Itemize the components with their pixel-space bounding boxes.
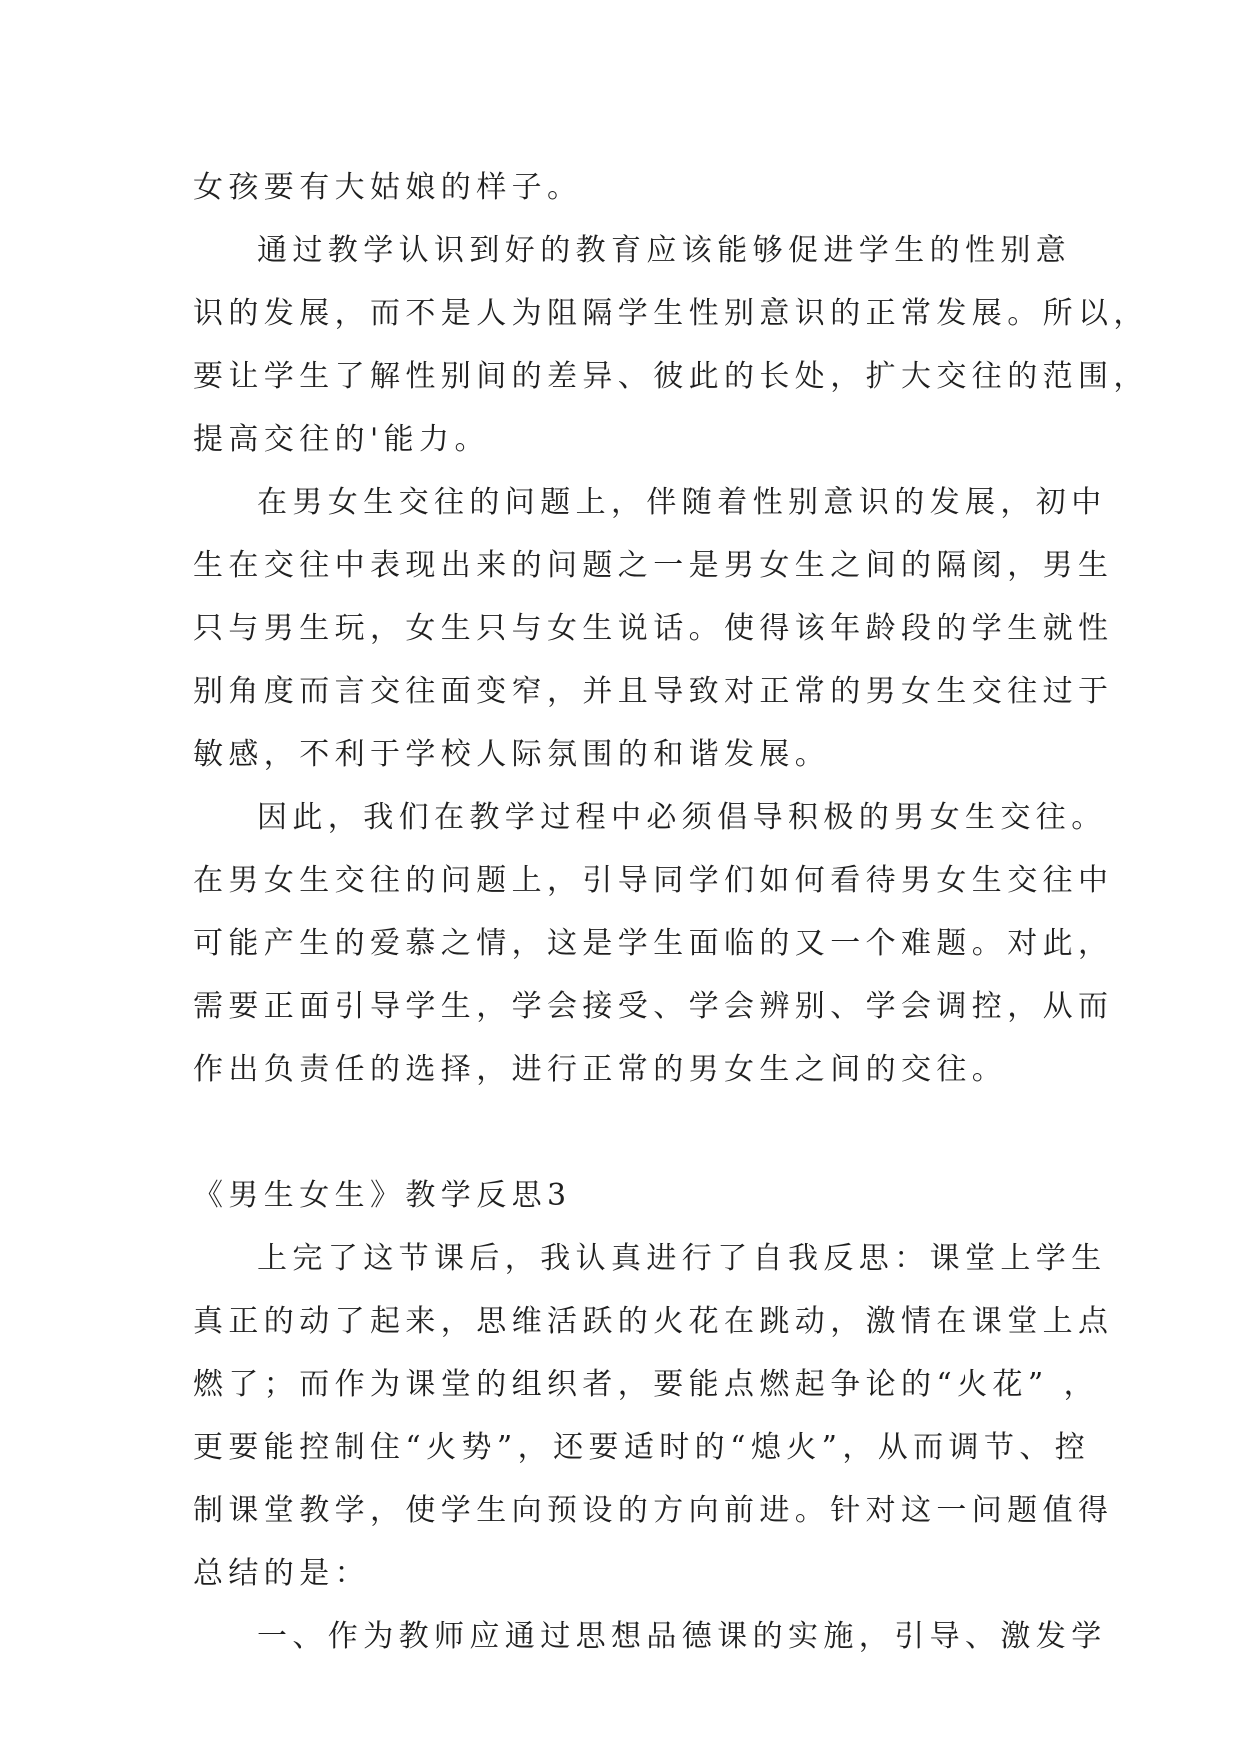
text-line: 需要正面引导学生，学会接受、学会辨别、学会调控，从而 [193, 989, 1114, 1024]
text-line: 只与男生玩，女生只与女生说话。使得该年龄段的学生就性 [193, 611, 1114, 646]
text-line: 燃了；而作为课堂的组织者，要能点燃起争论的“火花” ， [193, 1367, 1100, 1402]
document-body [193, 156, 1149, 1668]
text-line: 可能产生的爱慕之情，这是学生面临的又一个难题。对此， [193, 926, 1114, 961]
text-line: 要让学生了解性别间的差异、彼此的长处，扩大交往的范围， [193, 359, 1149, 394]
text-line: 因此，我们在教学过程中必须倡导积极的男女生交往。 [257, 800, 1107, 835]
text-line: 女孩要有大姑娘的样子。 [193, 170, 583, 205]
paragraph [193, 1605, 1107, 1668]
text-line: 制课堂教学，使学生向预设的方向前进。针对这一问题值得 [193, 1493, 1114, 1528]
text-line: 在男女生交往的问题上，伴随着性别意识的发展，初中 [257, 485, 1107, 520]
paragraph [193, 1227, 1114, 1605]
text-line: 别角度而言交往面变窄，并且导致对正常的男女生交往过于 [193, 674, 1114, 709]
text-line: 作出负责任的选择，进行正常的男女生之间的交往。 [193, 1052, 1008, 1087]
paragraph-gap [193, 1101, 1053, 1164]
paragraph [193, 156, 1053, 219]
paragraph [193, 219, 1149, 471]
text-line: 总结的是： [193, 1556, 370, 1591]
text-line: 通过教学认识到好的教育应该能够促进学生的性别意 [257, 233, 1072, 268]
paragraph [193, 786, 1114, 1101]
text-line: 一、作为教师应通过思想品德课的实施，引导、激发学 [257, 1619, 1107, 1654]
text-line: 敏感，不利于学校人际氛围的和谐发展。 [193, 737, 831, 772]
text-line: 识的发展，而不是人为阻隔学生性别意识的正常发展。所以， [193, 296, 1149, 331]
text-line: 真正的动了起来，思维活跃的火花在跳动，激情在课堂上点 [193, 1304, 1114, 1339]
section-title: 《男生女生》教学反思3 [193, 1178, 572, 1213]
text-line: 生在交往中表现出来的问题之一是男女生之间的隔阂，男生 [193, 548, 1114, 583]
text-line: 提高交往的'能力。 [193, 422, 490, 457]
paragraph [193, 471, 1114, 786]
text-line: 上完了这节课后，我认真进行了自我反思：课堂上学生 [257, 1241, 1107, 1276]
text-line: 在男女生交往的问题上，引导同学们如何看待男女生交往中 [193, 863, 1114, 898]
text-line: 更要能控制住“火势”，还要适时的“熄火”，从而调节、控 [193, 1430, 1091, 1465]
